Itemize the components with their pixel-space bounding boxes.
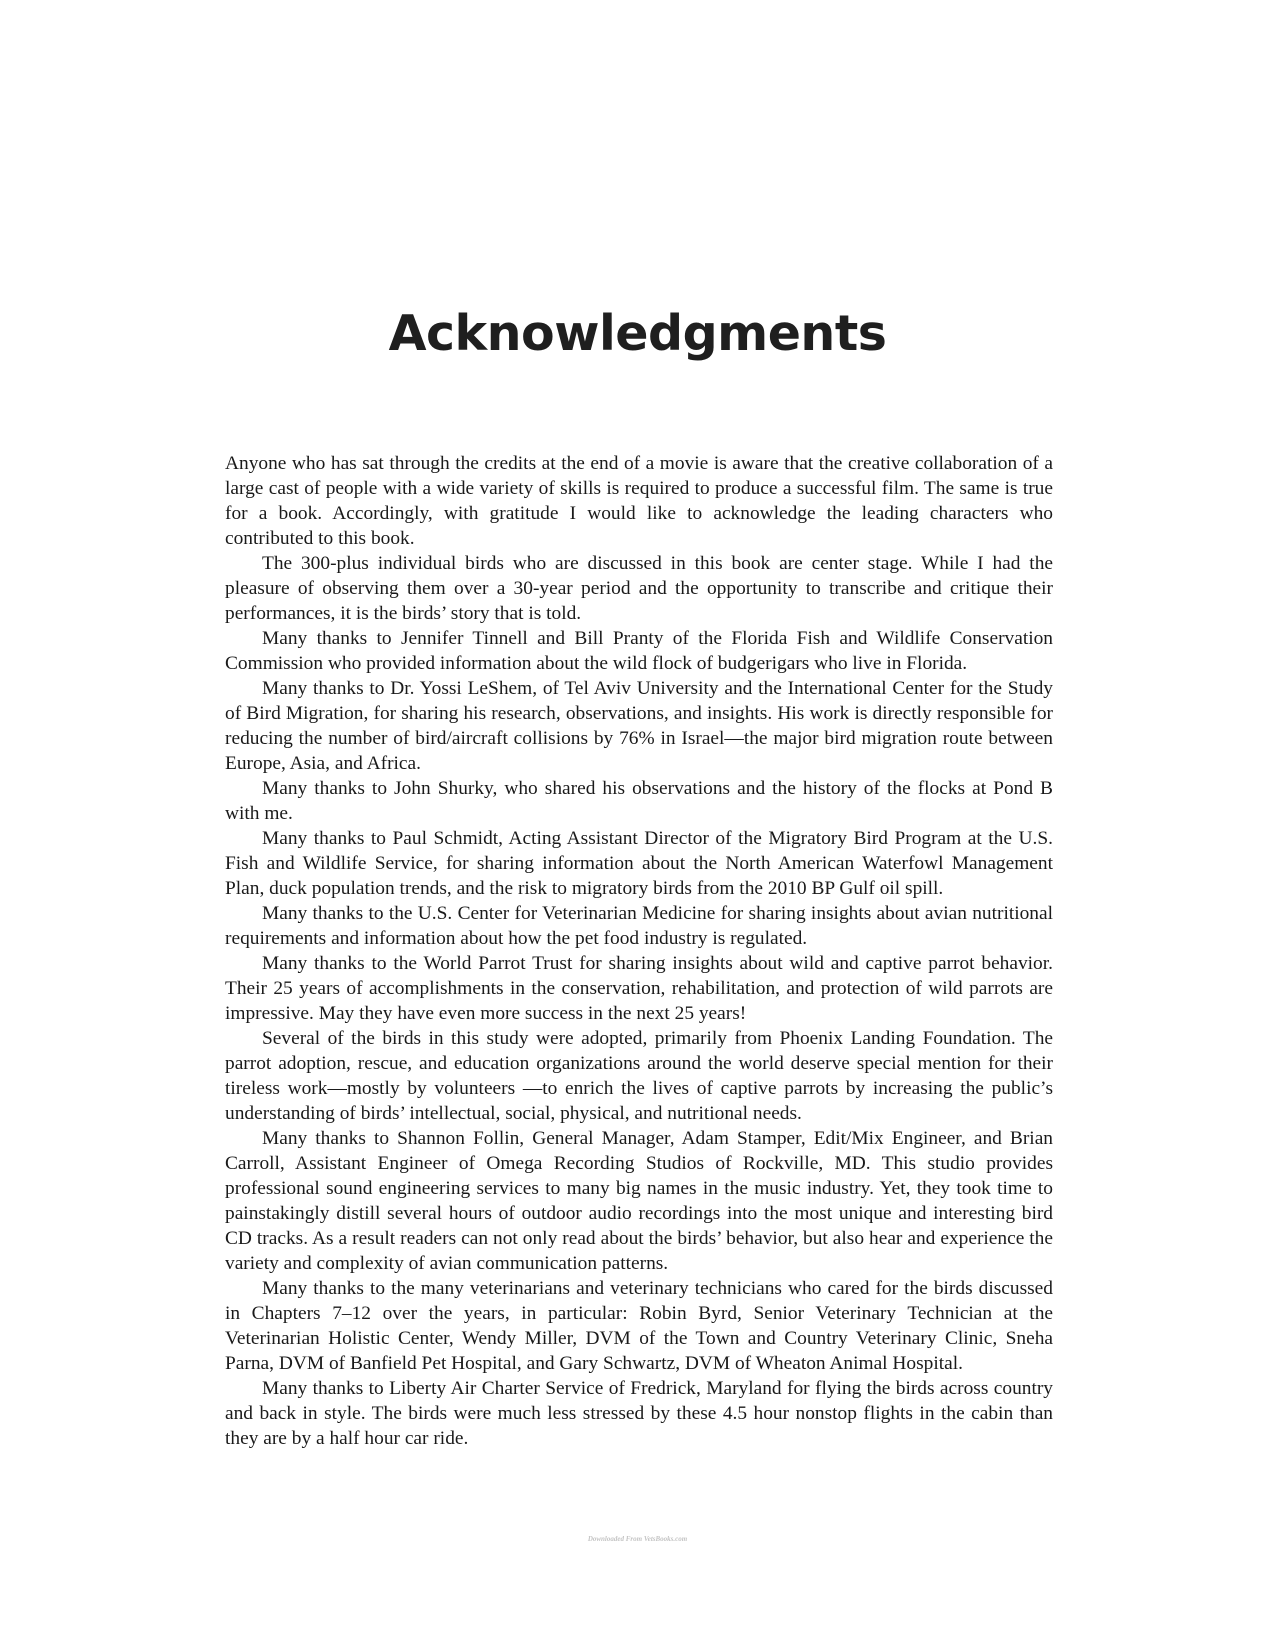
paragraph-shurky: Many thanks to John Shurky, who shared his observations and the history of the flocks at Pond B with me.: [225, 778, 1053, 824]
paragraph-omega-recording: Many thanks to Shannon Follin, General Manager, Adam Stamper, Edit/Mix Engineer, and Brian Carroll, Assistant Engineer of Omega Recording Studios of Rockville, MD. This studio provides professional sound engineering services to many big names in the music industry. Yet, they took time to painstakingly distill several hours of outdoor audio recordings into the most unique and interesting bird CD tracks. As a result readers can not only read about the birds’ behavior, but also hear and experience the variety and complexity of avian communication patterns.: [225, 1128, 1053, 1274]
paragraph-veterinarians: Many thanks to the many veterinarians and veterinary technicians who cared for the birds discussed in Chapters 7–12 over the years, in particular: Robin Byrd, Senior Veterinary Technician at the Veterinarian Holistic Center, Wendy Miller, DVM of the Town and Country Veterinary Clinic, Sneha Parna, DVM of Banfield Pet Hospital, and Gary Schwartz, DVM of Wheaton Animal Hospital.: [225, 1278, 1053, 1374]
body-text: [225, 451, 1053, 1451]
paragraph-birds: The 300-plus individual birds who are discussed in this book are center stage. While I had the pleasure of observing them over a 30-year period and the opportunity to transcribe and critique their performances, it is the birds’ story that is told.: [225, 553, 1053, 624]
paragraph-florida-commission: Many thanks to Jennifer Tinnell and Bill Pranty of the Florida Fish and Wildlife Conservation Commission who provided information about the wild flock of budgerigars who live in Florida.: [225, 628, 1053, 674]
paragraph-leshem: Many thanks to Dr. Yossi LeShem, of Tel Aviv University and the International Center for the Study of Bird Migration, for sharing his research, observations, and insights. His work is directly responsible for reducing the number of bird/aircraft collisions by 76% in Israel—the major bird migration route between Europe, Asia, and Africa.: [225, 678, 1053, 774]
paragraph-schmidt: Many thanks to Paul Schmidt, Acting Assistant Director of the Migratory Bird Program at the U.S. Fish and Wildlife Service, for sharing information about the North American Waterfowl Management Plan, duck population trends, and the risk to migratory birds from the 2010 BP Gulf oil spill.: [225, 828, 1053, 899]
paragraph-adoption: Several of the birds in this study were adopted, primarily from Phoenix Landing Foundation. The parrot adoption, rescue, and education organizations around the world deserve special mention for their tireless work—mostly by volunteers —to enrich the lives of captive parrots by increasing the public’s understanding of birds’ intellectual, social, physical, and nutritional needs.: [225, 1028, 1053, 1124]
paragraph-veterinarian-medicine: Many thanks to the U.S. Center for Veterinarian Medicine for sharing insights about avian nutritional requirements and information about how the pet food industry is regulated.: [225, 903, 1053, 949]
paragraph-intro: Anyone who has sat through the credits at the end of a movie is aware that the creative collaboration of a large cast of people with a wide variety of skills is required to produce a successful film. The same is true for a book. Accordingly, with gratitude I would like to acknowledge the leading characters who contributed to this book.: [225, 453, 1053, 549]
page-title: Acknowledgments: [388, 305, 887, 362]
download-watermark: Downloaded From VetsBooks.com: [587, 1535, 688, 1543]
paragraph-world-parrot-trust: Many thanks to the World Parrot Trust for sharing insights about wild and captive parrot behavior. Their 25 years of accomplishments in the conservation, rehabilitation, and protection of wild parrots are impressive. May they have even more success in the next 25 years!: [225, 953, 1053, 1024]
paragraph-liberty-air: Many thanks to Liberty Air Charter Service of Fredrick, Maryland for flying the birds across country and back in style. The birds were much less stressed by these 4.5 hour nonstop flights in the cabin than they are by a half hour car ride.: [225, 1378, 1053, 1449]
